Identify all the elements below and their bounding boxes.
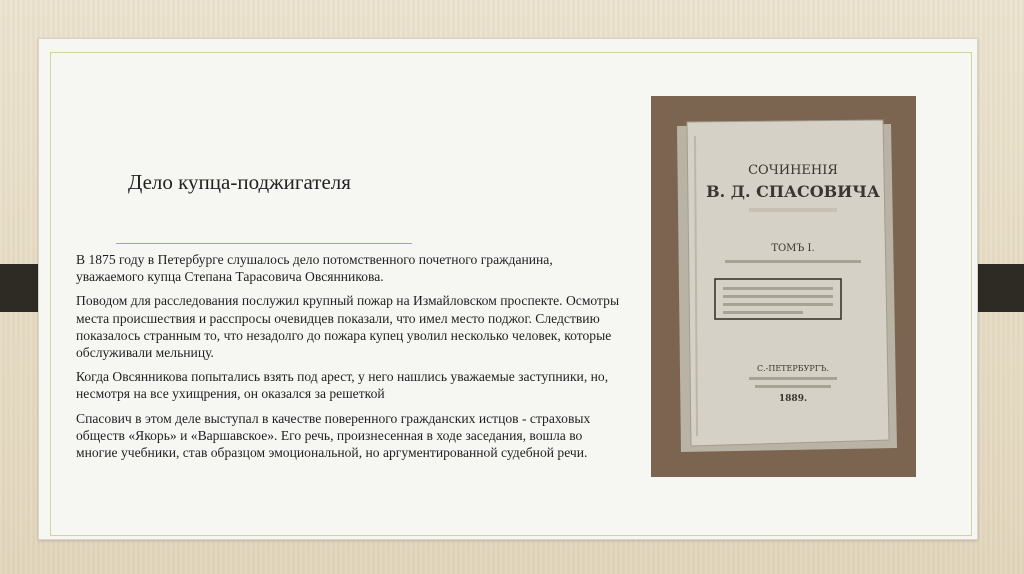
book-subtitle-mark xyxy=(749,208,837,212)
book-photo xyxy=(651,96,916,477)
paragraph-1: В 1875 году в Петербурге слушалось дело потомственного почетного гражданина, уважаемого купца Степана Тарасовича Овсянникова. xyxy=(76,252,553,285)
paragraph-4: Спасович в этом деле выступал в качестве поверенного гражданских истцов - страховых обществ «Якорь» и «Варшавское». Его речь, произнесенная в ходе заседания, вошла во многие учебники, став образцом эмоциональной, но аргументированной судебной речи. xyxy=(76,410,591,461)
book-volume-subtitle-mark xyxy=(725,260,861,263)
slide-title: Дело купца-поджигателя xyxy=(128,170,351,194)
paragraph-2: Поводом для расследования послужил крупный пожар на Измайловском проспекте. Осмотры места происшествия и расспросы очевидцев показали, что имел место поджог. Следствию показалось странным то, что незадолго до пожара купец уволил несколько человек, которые обслуживали мельницу. xyxy=(76,293,620,361)
book-year: 1889. xyxy=(778,394,808,404)
book-publisher-mark xyxy=(755,385,831,388)
book-title-line2: В. Д. СПАСОВИЧА xyxy=(706,182,880,201)
book-title-line1: СОЧИНЕНІЯ xyxy=(748,163,838,178)
book-contents-line xyxy=(723,303,833,306)
book-contents-line xyxy=(723,295,833,298)
title-underline xyxy=(116,243,412,244)
book-city: С.-ПЕТЕРБУРГЪ. xyxy=(757,364,829,373)
book-volume: ТОМЪ I. xyxy=(771,243,815,254)
book-contents-line xyxy=(723,287,833,290)
book-illustration xyxy=(651,96,916,477)
paragraph-3: Когда Овсянникова попытались взять под арест, у него нашлись уважаемые заступники, но, несмотря на все ухищрения, он оказался за решеткой xyxy=(76,369,609,402)
book-publisher-mark xyxy=(749,377,837,380)
slide-body xyxy=(76,251,621,468)
book-contents-line xyxy=(723,311,803,314)
